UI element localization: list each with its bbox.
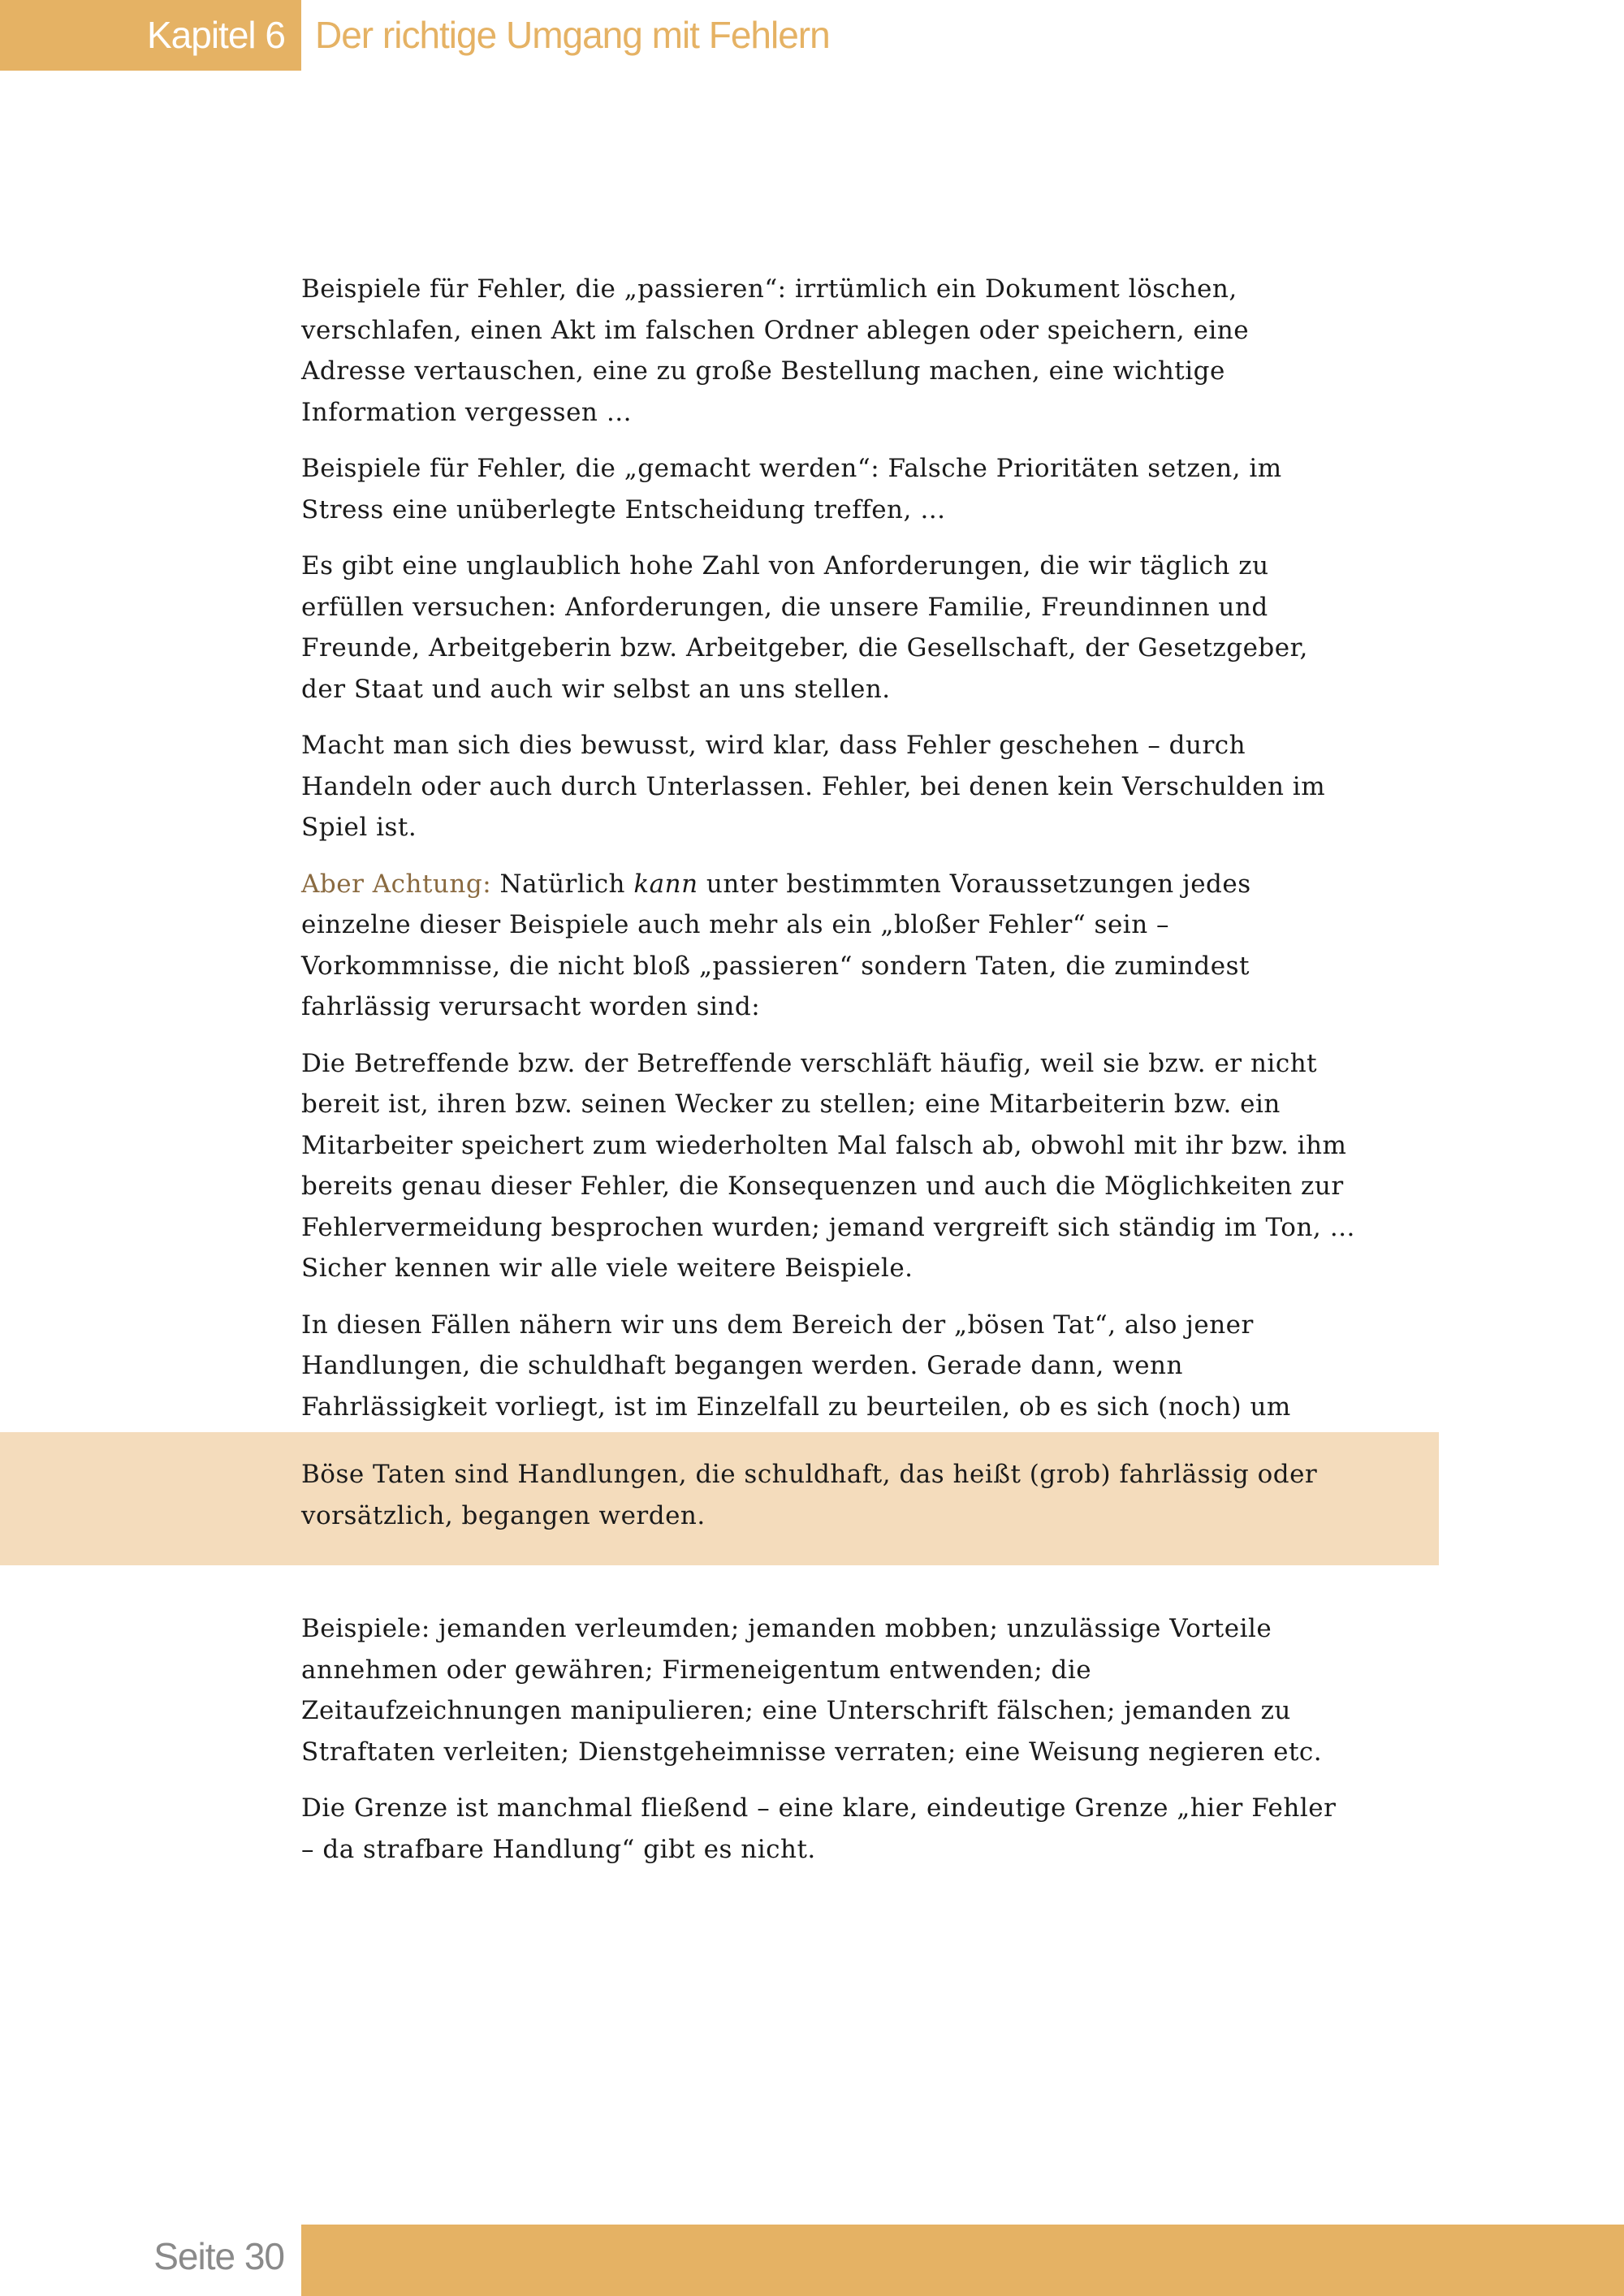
footer-bar bbox=[301, 2225, 1624, 2296]
header-bar bbox=[0, 0, 301, 71]
chapter-title: Der richtige Umgang mit Fehlern bbox=[315, 14, 830, 56]
definition-text: Böse Taten sind Handlungen, die schuldhaft, das heißt (grob) fahrlässig oder vorsätzlich, begangen werden. bbox=[301, 1460, 1318, 1530]
paragraph-requirements: Es gibt eine unglaublich hohe Zahl von Anforderungen, die wir täglich zu erfüllen versuchen: Anforderungen, die unsere Familie, Freundinnen und Freunde, Arbeitgeberin bzw. Arbeitgeber, die Gesellschaft, der Gesetzgeber, der Staat und auch wir selbst an uns stellen. bbox=[301, 551, 1308, 704]
chapter-label: Kapitel 6 bbox=[146, 14, 285, 56]
paragraph-examples-evil: Beispiele: jemanden verleumden; jemanden mobben; unzulässige Vorteile annehmen oder gewähren; Firmeneigentum entwenden; die Zeitaufzeichnungen manipulieren; eine Unterschrift fälschen; jemanden zu Straftaten verleiten; Dienstgeheimnisse verraten; eine Weisung negieren etc. bbox=[301, 1614, 1323, 1767]
attention-text-a: Natürlich bbox=[491, 869, 634, 899]
paragraph-awareness: Macht man sich dies bewusst, wird klar, dass Fehler geschehen – durch Handeln oder auch durch Unterlassen. Fehler, bei denen kein Verschulden im Spiel ist. bbox=[301, 731, 1326, 842]
attention-label: Aber Achtung: bbox=[301, 869, 492, 899]
paragraph-boundary: Die Grenze ist manchmal fließend – eine klare, eindeutige Grenze „hier Fehler – da strafbare Handlung“ gibt es nicht. bbox=[301, 1793, 1337, 1864]
attention-emphasis: kann bbox=[633, 869, 698, 899]
main-text bbox=[301, 269, 1357, 1484]
attention-text-b: unter bestimmten Voraussetzungen jedes einzelne dieser Beispiele auch mehr als ein „bloßer Fehler“ sein – Vorkommnisse, die nicht bloß „passieren“ sondern Taten, die zumindest fahrlässig verursacht worden sind: bbox=[301, 869, 1251, 1021]
main-text-continued bbox=[301, 1608, 1357, 1885]
paragraph-attention bbox=[301, 864, 1357, 1028]
paragraph-evil-deed: In diesen Fällen nähern wir uns dem Bereich der „bösen Tat“, also jener Handlungen, die schuldhaft begangen werden. Gerade dann, wenn Fahrlässigkeit vorliegt, ist im Einzelfall zu beurteilen, ob es sich (noch) um bbox=[301, 1310, 1291, 1422]
paragraph-cases: Die Betreffende bzw. der Betreffende verschläft häufig, weil sie bzw. er nicht bereit ist, ihren bzw. seinen Wecker zu stellen; eine Mitarbeiterin bzw. ein Mitarbeiter speichert zum wiederholten Mal falsch ab, obwohl mit ihr bzw. ihm bereits genau dieser Fehler, die Konsequenzen und auch die Möglichkeiten zur Fehlervermeidung besprochen wurden; jemand vergreift sich ständig im Ton, … Sicher kennen wir alle viele weitere Beispiele. bbox=[301, 1048, 1356, 1283]
paragraph-examples-made: Beispiele für Fehler, die „gemacht werden“: Falsche Prioritäten setzen, im Stress eine unüberlegte Entscheidung treffen, … bbox=[301, 454, 1282, 524]
page-number: Seite 30 bbox=[153, 2235, 284, 2277]
paragraph-examples-happen: Beispiele für Fehler, die „passieren“: irrtümlich ein Dokument löschen, verschlafen, einen Akt im falschen Ordner ablegen oder speichern, eine Adresse vertauschen, eine zu große Bestellung machen, eine wichtige Information vergessen … bbox=[301, 274, 1250, 427]
definition-box bbox=[0, 1432, 1439, 1565]
